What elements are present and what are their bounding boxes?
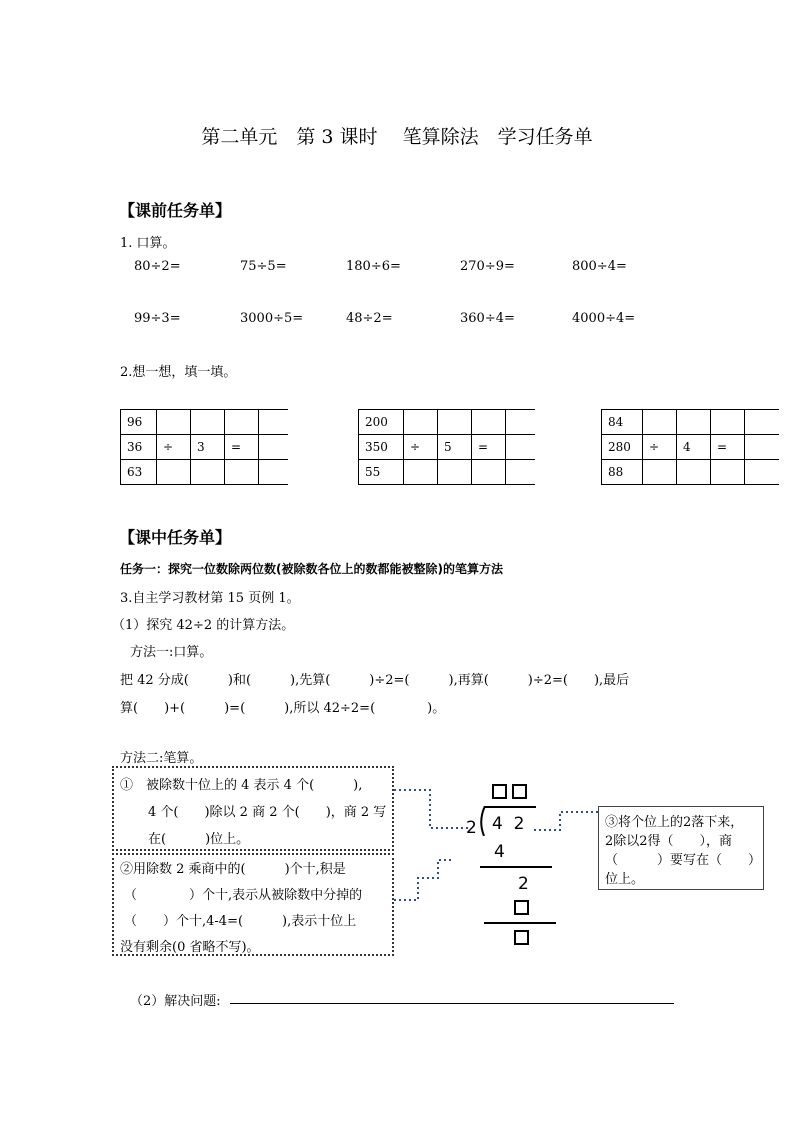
division-sign-cell: ÷ xyxy=(157,435,191,460)
dividend-cell: 55 xyxy=(359,460,404,485)
question-3-1-label: （1）探究 42÷2 的计算方法。 xyxy=(112,618,295,633)
product-box xyxy=(514,900,529,915)
bring-down-digit: 2 xyxy=(518,874,529,894)
note-3-line-1: ③将个位上的2落下来， xyxy=(605,815,744,830)
division-sign-cell: ÷ xyxy=(404,435,438,460)
question-1-label: 1. 口算。 xyxy=(120,236,176,251)
dividend-cell: 84 xyxy=(602,410,643,435)
oral-item-row-1-3: 180÷6= xyxy=(346,259,401,274)
oral-item-row-1-1: 80÷2= xyxy=(134,259,181,274)
pre-class-section-heading: 【课前任务单】 xyxy=(119,201,232,220)
note-2-line-3: （ ）个十,4-4=( ),表示十位上 xyxy=(124,914,357,929)
equals-sign-cell: = xyxy=(225,435,259,460)
dividend-cell: 350 xyxy=(359,435,404,460)
in-class-section-heading: 【课中任务单】 xyxy=(119,528,232,547)
subtraction-line-1 xyxy=(480,866,552,868)
note-2-line-4: 没有剩余(0 省略不写)。 xyxy=(120,940,260,955)
method-1-line-1: 把 42 分成( )和( ),先算( )÷2=( ),再算( )÷2=( ),最后 xyxy=(120,673,630,688)
note-3-line-4: 位上。 xyxy=(605,872,645,887)
divisor-cell: 4 xyxy=(677,435,711,460)
oral-item-row-2-5: 4000÷4= xyxy=(572,311,636,326)
method-1-label: 方法一:口算。 xyxy=(130,645,213,660)
note-1-line-3: 在( )位上。 xyxy=(148,832,250,847)
dividend: 4 2 xyxy=(492,814,525,834)
divisor-cell: 3 xyxy=(191,435,225,460)
oral-item-row-2-4: 360÷4= xyxy=(460,311,515,326)
oral-item-row-2-2: 3000÷5= xyxy=(240,311,304,326)
divisor-cell: 5 xyxy=(438,435,472,460)
equals-sign-cell: = xyxy=(472,435,506,460)
oral-item-row-2-3: 48÷2= xyxy=(346,311,393,326)
note-2-line-1: ②用除数 2 乘商中的( )个十,积是 xyxy=(120,862,346,877)
question-2-label: 2.想一想，填一填。 xyxy=(120,365,237,380)
page-title: 第二单元 第 3 课时 笔算除法 学习任务单 xyxy=(201,126,593,148)
dividend-cell: 36 xyxy=(121,435,157,460)
method-1-line-2: 算( )+( )=( ),所以 42÷2=( )。 xyxy=(120,701,446,716)
connector-3 xyxy=(534,812,598,830)
equals-sign-cell: = xyxy=(711,435,745,460)
subtraction-line-2 xyxy=(484,922,556,924)
task-1-heading: 任务一：探究一位数除两位数(被除数各位上的数都能被整除)的笔算方法 xyxy=(120,562,503,576)
oral-item-row-1-4: 270÷9= xyxy=(460,259,515,274)
question-3-label: 3.自主学习教材第 15 页例 1。 xyxy=(120,591,300,606)
answer-line[interactable] xyxy=(230,1003,674,1004)
note-1-line-2: 4 个( )除以 2 商 2 个( )，商 2 写 xyxy=(148,805,387,820)
partial-product: 4 xyxy=(494,842,505,862)
dividend-cell: 200 xyxy=(359,410,404,435)
division-sign-cell: ÷ xyxy=(643,435,677,460)
note-2-line-2: （ ）个十,表示从被除数中分掉的 xyxy=(124,888,363,903)
division-bar xyxy=(484,806,536,808)
note-3-line-3: （ ）要写在（ ） xyxy=(605,853,762,868)
quotient-box-ones xyxy=(512,784,527,799)
oral-item-row-2-1: 99÷3= xyxy=(134,311,181,326)
oral-item-row-1-2: 75÷5= xyxy=(240,259,287,274)
method-2-label: 方法二:笔算。 xyxy=(120,751,203,766)
note-3-line-2: 2除以2得（ ），商 xyxy=(605,834,733,849)
dividend-cell: 96 xyxy=(121,410,157,435)
divisor: 2 xyxy=(466,818,477,838)
oral-item-row-1-5: 800÷4= xyxy=(572,259,627,274)
connector-2 xyxy=(394,860,452,900)
note-box-3 xyxy=(598,806,764,890)
quotient-box-tens xyxy=(492,784,507,799)
connector-1 xyxy=(394,790,470,828)
note-1-line-1: ① 被除数十位上的 4 表示 4 个( ), xyxy=(120,778,363,793)
dividend-cell: 88 xyxy=(602,460,643,485)
dividend-cell: 63 xyxy=(121,460,157,485)
dividend-cell: 280 xyxy=(602,435,643,460)
question-3-2-label: （2）解决问题: xyxy=(130,994,221,1009)
remainder-box xyxy=(514,930,529,945)
